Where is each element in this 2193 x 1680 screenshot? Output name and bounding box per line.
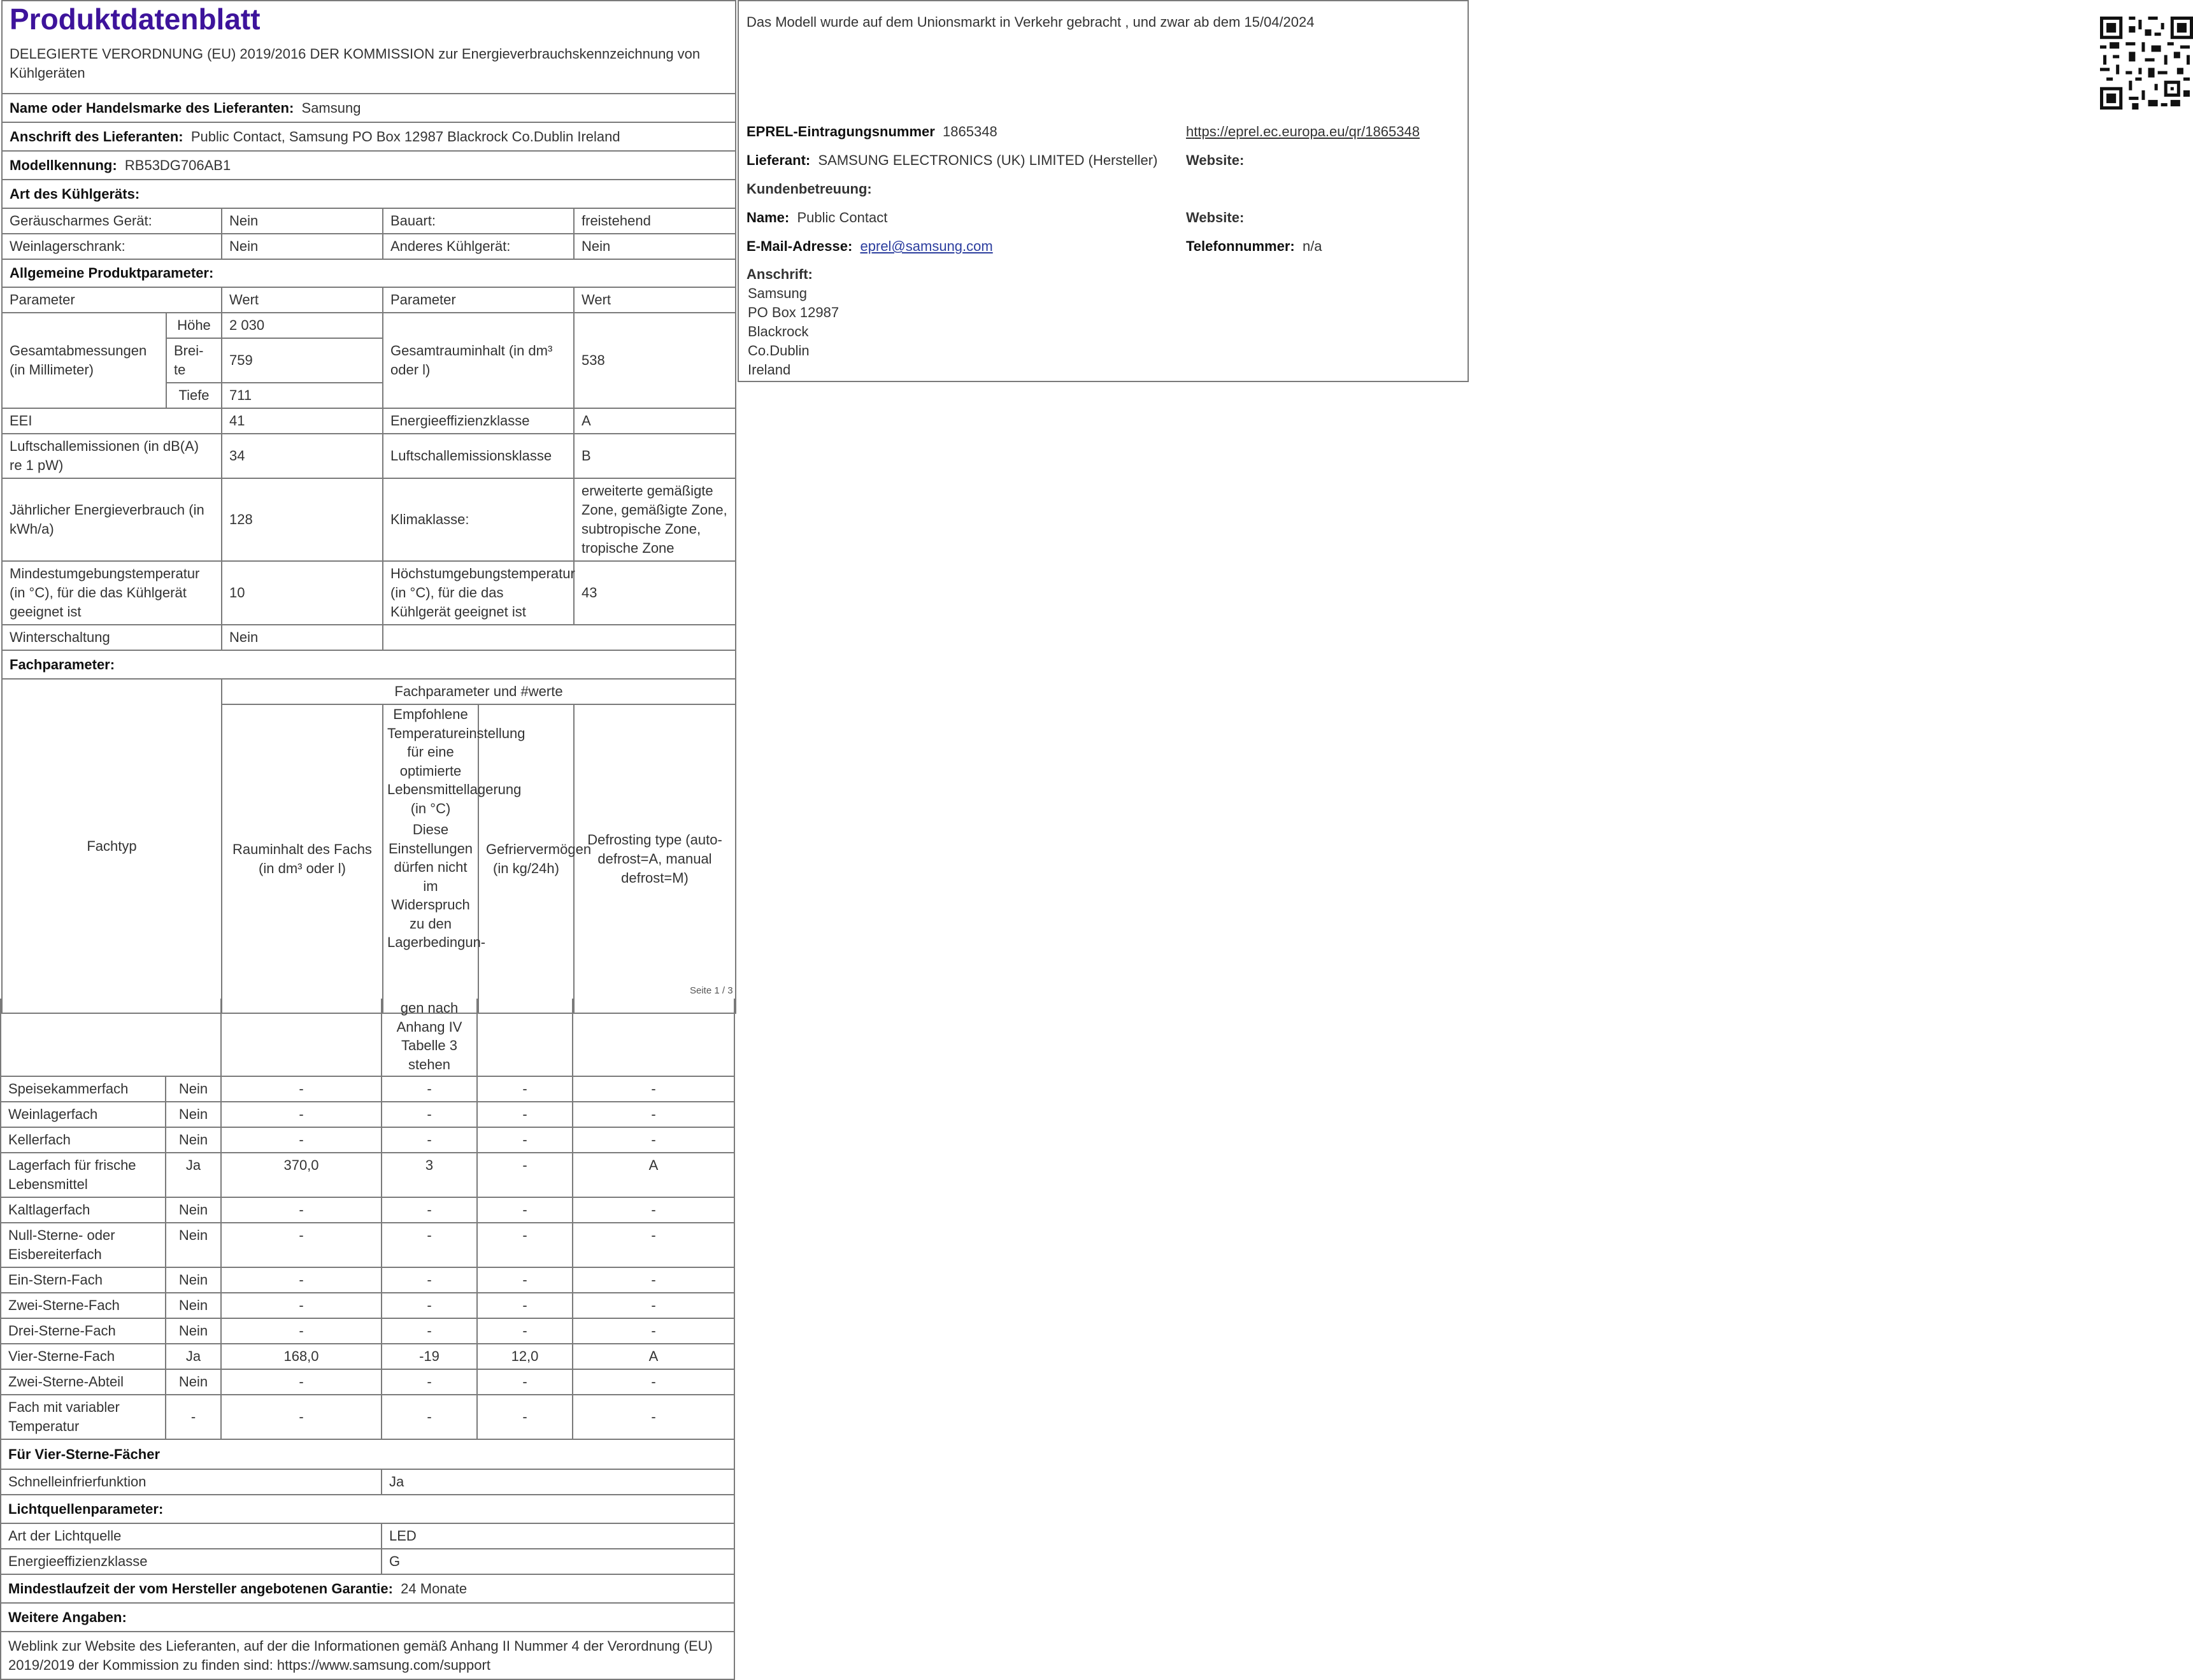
compartment-volume: - [221,1127,382,1153]
light-type-value: LED [382,1523,734,1549]
warranty-row [1,1574,734,1603]
compartment-present: - [166,1395,221,1439]
header-cell [2,1,736,94]
compartment-defrost: - [573,1395,734,1439]
wine-label: Weinlagerschrank: [2,234,222,259]
model-value: RB53DG706AB1 [124,157,231,173]
dims-label: Gesamtabmessungen (in Millimeter) [2,313,166,408]
compartment-volume: - [221,1267,382,1293]
col-param-1: Parameter [2,287,222,313]
compartment-name: Zwei-Sterne-Fach [1,1293,166,1318]
compartment-name: Lagerfach für frische Lebensmittel [1,1153,166,1197]
compartment-defrost: - [573,1076,734,1102]
eprel-url-link[interactable]: https://eprel.ec.europa.eu/qr/1865348 [1186,124,1420,139]
compartment-freeze: - [477,1102,573,1127]
address-label: Anschrift: [746,266,813,282]
table-row [1,1293,734,1318]
phone-label: Telefonnummer: [1186,238,1295,254]
compartment-volume: - [221,1395,382,1439]
volume-value: 538 [574,313,736,408]
compartment-freeze: - [477,1076,573,1102]
fast-freeze-value: Ja [382,1469,734,1495]
compartment-rows [1,1076,734,1439]
compartment-present: Nein [166,1267,221,1293]
supplier-address-value: Public Contact, Samsung PO Box 12987 Blackrock Co.Dublin Ireland [190,128,620,145]
col-freeze-header: Gefriervermögen (in kg/24h) [478,704,574,1013]
col-temp-part2: Diese Einstellungen dürfen nicht im Widerspruch zu den Lagerbedingun- [387,822,486,950]
table-row [1,1076,734,1102]
compartment-freeze: - [477,1153,573,1197]
compartments-heading: Fachparameter: [2,650,736,679]
group-header: Fachparameter und #werte [222,679,736,704]
phone-row [1186,237,1322,256]
compartment-freeze: - [477,1369,573,1395]
compartment-present: Ja [166,1344,221,1369]
compartment-name: Drei-Sterne-Fach [1,1318,166,1344]
compartment-present: Nein [166,1369,221,1395]
compartment-freeze: - [477,1197,573,1223]
warranty-label: Mindestlaufzeit der vom Hersteller angebotenen Garantie: [8,1580,393,1597]
winter-label: Winterschaltung [2,625,222,650]
table-row [1,1153,734,1197]
address-line: Ireland [748,362,791,378]
address-line: Samsung [748,285,807,301]
width-value: 759 [222,338,383,383]
contact-name-value: Public Contact [797,210,888,225]
compartment-temp: - [382,1318,477,1344]
compartment-defrost: A [573,1153,734,1197]
light-heading: Lichtquellenparameter: [1,1495,734,1523]
compartment-name: Speisekammerfach [1,1076,166,1102]
compartment-present: Nein [166,1318,221,1344]
noise-value: 34 [222,434,383,478]
compartment-temp: - [382,1102,477,1127]
compartment-temp: 3 [382,1153,477,1197]
volume-label: Gesamtrauminhalt (in dm³ oder l) [383,313,574,408]
type-heading: Art des Kühlgeräts: [2,180,736,208]
compartment-name: Null-Sterne- oder Eisbereiterfach [1,1223,166,1267]
energy-value: 128 [222,478,383,561]
compartment-present: Nein [166,1197,221,1223]
depth-label: Tiefe [166,383,222,408]
wine-value: Nein [222,234,383,259]
compartment-temp: - [382,1369,477,1395]
compartment-name: Kellerfach [1,1127,166,1153]
compartment-temp: - [382,1267,477,1293]
model-label: Modellkennung: [10,157,117,173]
compartment-freeze: - [477,1223,573,1267]
datasheet-page-2 [0,999,735,1680]
compartment-present: Nein [166,1127,221,1153]
compartment-volume: - [221,1369,382,1395]
col-value-1: Wert [222,287,383,313]
light-class-value: G [382,1549,734,1574]
regulation-text: DELEGIERTE VERORDNUNG (EU) 2019/2016 DER KOMMISSION zur Energieverbrauchskennzeichnung von Kühlgeräten [10,46,701,81]
col-param-2: Parameter [383,287,574,313]
eprel-supplier-label: Lieferant: [746,152,811,168]
supplier-name-value: Samsung [301,99,361,116]
col-temp-header [383,704,525,1013]
class-value: A [574,408,736,434]
further-text: Weblink zur Website des Lieferanten, auf der die Informationen gemäß Anhang II Nummer 4 der Verordnung (EU) 2019/2019 der Kommission zu finden sind: https://www.samsung.com/support [1,1632,734,1679]
compartment-defrost: - [573,1127,734,1153]
model-row [2,151,736,180]
compartment-present: Nein [166,1102,221,1127]
compartment-defrost: - [573,1102,734,1127]
compartment-temp: - [382,1197,477,1223]
contact-name-label: Name: [746,210,790,225]
compartment-freeze: - [477,1293,573,1318]
compartment-defrost: - [573,1369,734,1395]
class-label: Energieeffizienzklasse [383,408,574,434]
noise-class-label: Luftschallemissionsklasse [383,434,574,478]
compartment-defrost: - [573,1223,734,1267]
table-row [1,1223,734,1267]
compartment-volume: - [221,1076,382,1102]
compartment-volume: - [221,1223,382,1267]
max-temp-value: 43 [574,561,736,625]
address-line: PO Box 12987 [748,304,839,320]
compartment-temp: -19 [382,1344,477,1369]
eprel-website-label: Website: [1186,152,1245,168]
compartment-present: Nein [166,1223,221,1267]
compartment-freeze: - [477,1395,573,1439]
table-row [1,1267,734,1293]
address-line: Co.Dublin [748,343,810,359]
max-temp-label: Höchstumgebungstemperatur (in °C), für die das Kühlgerät geeignet ist [383,561,574,625]
compartment-volume: - [221,1102,382,1127]
eprel-supplier-row [746,151,1157,170]
min-temp-label: Mindestumgebungstemperatur (in °C), für die das Kühlgerät geeignet ist [2,561,222,625]
qr-code-icon[interactable] [2100,17,2193,110]
table-row [1,1102,734,1127]
compartment-defrost: - [573,1293,734,1318]
table-row [1,1318,734,1344]
compartment-freeze: - [477,1318,573,1344]
noise-class-value: B [574,434,736,478]
light-type-label: Art der Lichtquelle [1,1523,382,1549]
cont-empty-2 [221,999,382,1076]
table-row [1,1395,734,1439]
col-volume-header: Rauminhalt des Fachs (in dm³ oder l) [222,704,383,1013]
compartment-freeze: 12,0 [477,1344,573,1369]
compartment-freeze: - [477,1267,573,1293]
cont-empty-1 [1,999,221,1076]
table-row [1,1197,734,1223]
energy-label: Jährlicher Energieverbrauch (in kWh/a) [2,478,222,561]
other-label: Anderes Kühlgerät: [383,234,574,259]
compartment-present: Nein [166,1293,221,1318]
col-value-2: Wert [574,287,736,313]
compartment-volume: - [221,1318,382,1344]
email-label: E-Mail-Adresse: [746,238,853,254]
climate-value: erweiterte gemäßigte Zone, gemäßigte Zone, subtropische Zone, tropische Zone [574,478,736,561]
cont-empty-3 [477,999,573,1076]
page-number: Seite 1 / 3 [690,985,733,996]
compartment-name: Ein-Stern-Fach [1,1267,166,1293]
table-row [1,1127,734,1153]
page-title: Produktdatenblatt [10,3,261,36]
fachtyp-header: Fachtyp [2,679,222,1013]
compartment-present: Nein [166,1076,221,1102]
compartment-name: Zwei-Sterne-Abteil [1,1369,166,1395]
compartment-defrost: A [573,1344,734,1369]
supplier-name-label: Name oder Handelsmarke des Lieferanten: [10,99,294,116]
eprel-reg-value: 1865348 [943,124,997,139]
compartment-temp: - [382,1127,477,1153]
table-row [1,1344,734,1369]
light-class-label: Energieeffizienzklasse [1,1549,382,1574]
market-text: Das Modell wurde auf dem Unionsmarkt in Verkehr gebracht , und zwar ab dem 15/04/2024 [746,14,1315,30]
compartment-temp: - [382,1395,477,1439]
compartment-freeze: - [477,1127,573,1153]
contact-website-label: Website: [1186,210,1245,225]
compartment-volume: 370,0 [221,1153,382,1197]
col-temp-cont: gen nach Anhang IV Tabelle 3 stehen [382,999,477,1076]
compartment-name: Fach mit variabler Temperatur [1,1395,166,1439]
compartment-defrost: - [573,1197,734,1223]
compartment-volume: 168,0 [221,1344,382,1369]
warranty-value: 24 Monate [401,1580,468,1597]
compartment-defrost: - [573,1267,734,1293]
compartment-defrost: - [573,1318,734,1344]
supplier-name-row [2,94,736,122]
low-noise-value: Nein [222,208,383,234]
contact-name-row [746,208,887,227]
design-value: freistehend [574,208,736,234]
datasheet-page-1 [1,0,736,1014]
other-value: Nein [574,234,736,259]
climate-label: Klimaklasse: [383,478,574,561]
customer-service-label: Kundenbetreuung: [746,181,872,197]
compartment-temp: - [382,1076,477,1102]
compartment-name: Kaltlagerfach [1,1197,166,1223]
compartment-name: Vier-Sterne-Fach [1,1344,166,1369]
col-temp-part1: Empfohlene Temperatureinstellung für eine optimierte Lebensmittellagerung (in °C) [387,706,525,816]
eprel-reg-label: EPREL-Eintragungsnummer [746,124,935,139]
winter-value: Nein [222,625,383,650]
width-label: Brei-te [166,338,222,383]
supplier-address-row [2,122,736,151]
depth-value: 711 [222,383,383,408]
table-row [1,1369,734,1395]
fast-freeze-label: Schnelleinfrierfunktion [1,1469,382,1495]
design-label: Bauart: [383,208,574,234]
supplier-address-label: Anschrift des Lieferanten: [10,128,183,145]
empty-cell [383,625,736,650]
noise-label: Luftschallemissionen (in dB(A) re 1 pW) [2,434,222,478]
eprel-supplier-value: SAMSUNG ELECTRONICS (UK) LIMITED (Hersteller) [818,152,1158,168]
general-heading: Allgemeine Produktparameter: [2,259,736,287]
address-line: Blackrock [748,324,809,339]
eei-value: 41 [222,408,383,434]
cont-empty-4 [573,999,734,1076]
eprel-reg-row [746,122,997,141]
eei-label: EEI [2,408,222,434]
compartment-temp: - [382,1223,477,1267]
height-label: Höhe [166,313,222,338]
min-temp-value: 10 [222,561,383,625]
phone-value: n/a [1302,238,1322,254]
compartment-present: Ja [166,1153,221,1197]
col-defrost-header: Defrosting type (auto-defrost=A, manual defrost=M) [574,704,736,1013]
four-star-heading: Für Vier-Sterne-Fächer [1,1439,734,1469]
low-noise-label: Geräuscharmes Gerät: [2,208,222,234]
compartment-volume: - [221,1293,382,1318]
compartment-name: Weinlagerfach [1,1102,166,1127]
further-heading: Weitere Angaben: [1,1603,734,1632]
compartment-temp: - [382,1293,477,1318]
eprel-panel [738,0,1469,382]
email-row [746,237,993,256]
email-link[interactable]: eprel@samsung.com [860,238,993,254]
compartment-volume: - [221,1197,382,1223]
height-value: 2 030 [222,313,383,338]
